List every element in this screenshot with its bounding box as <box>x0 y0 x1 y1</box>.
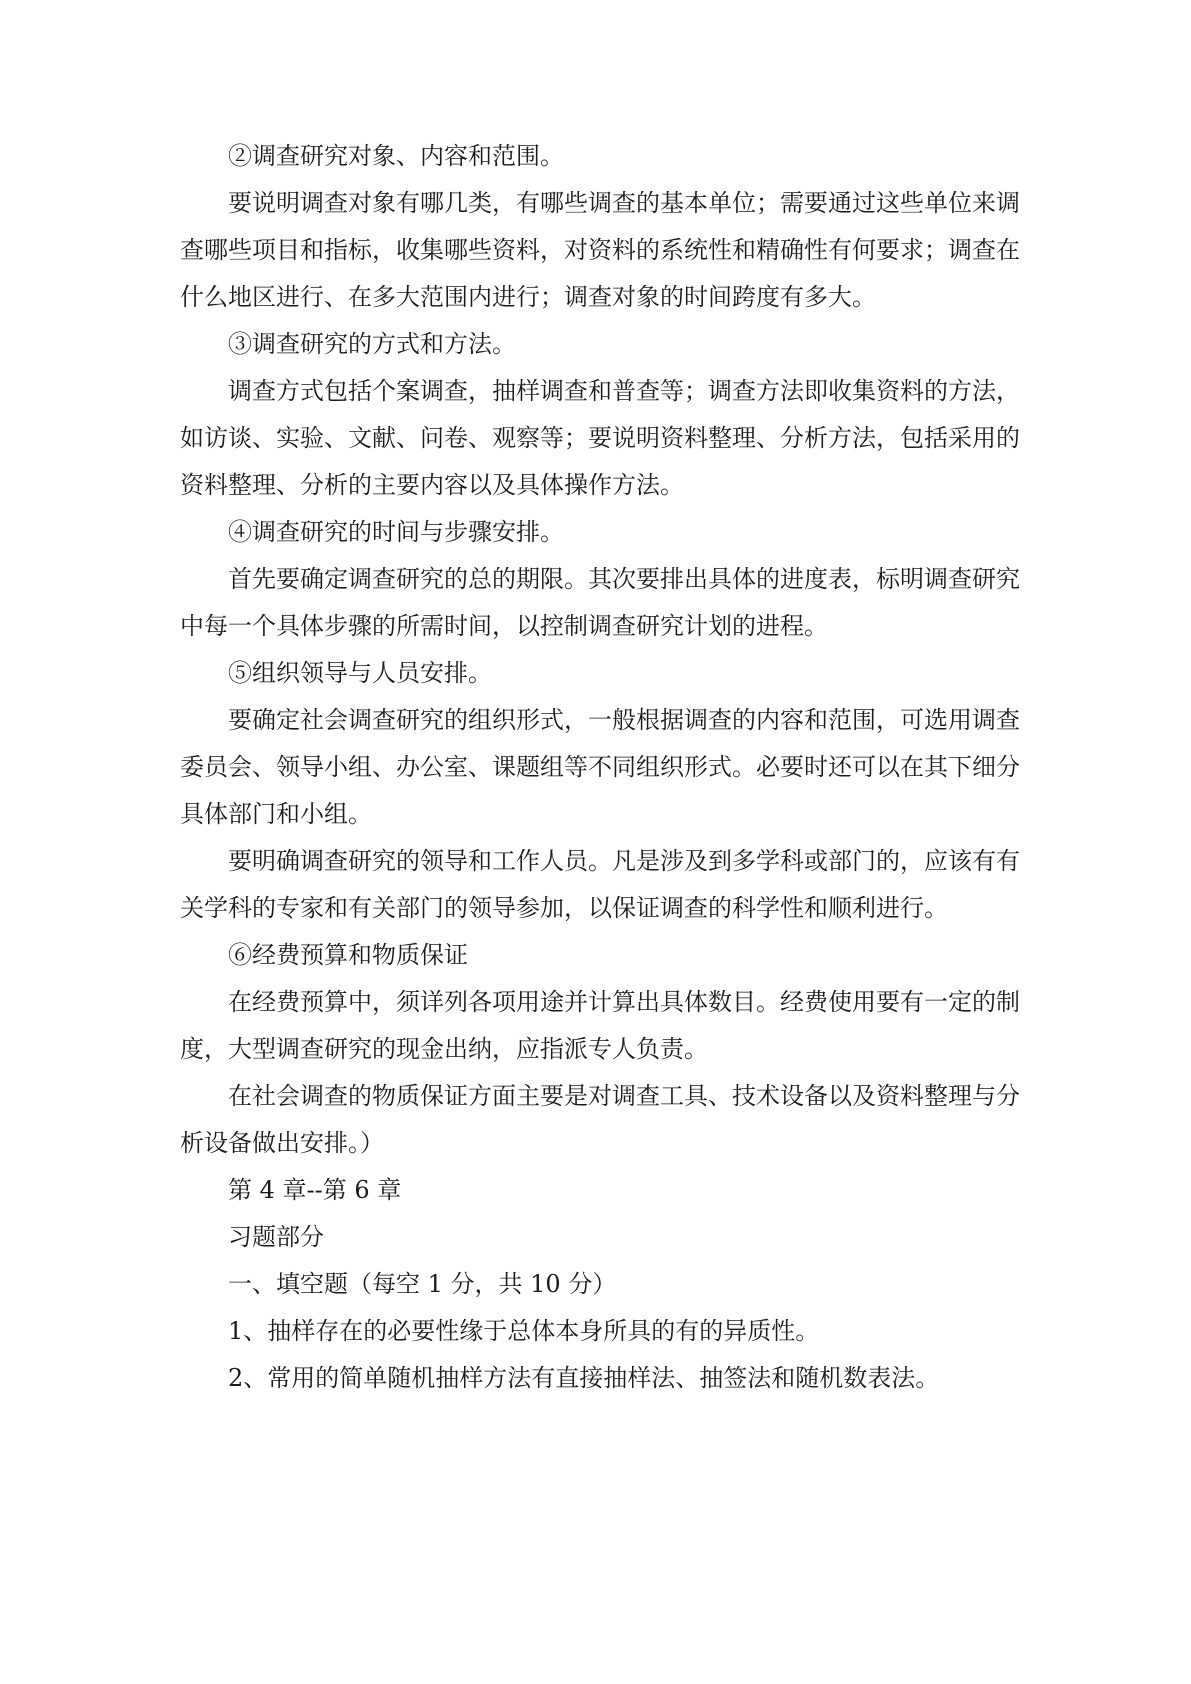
question-item-1: 1、抽样存在的必要性缘于总体本身所具的有的异质性。 <box>228 1317 820 1345</box>
paragraph-schedule: 首先要确定调查研究的总的期限。其次要排出具体的进度表，标明调查研究中每一个具体步骤的所需时间，以控制调查研究计划的进程。 <box>180 565 1020 640</box>
document-body <box>180 133 1020 1402</box>
section-heading-6: ⑥经费预算和物质保证 <box>228 941 468 969</box>
paragraph-survey-objects: 要说明调查对象有哪几类，有哪些调查的基本单位；需要通过这些单位来调查哪些项目和指标，收集哪些资料，对资料的系统性和精确性有何要求；调查在什么地区进行、在多大范围内进行；调查对象的时间跨度有多大。 <box>180 189 1020 311</box>
section-heading-2: ②调查研究对象、内容和范围。 <box>228 142 564 170</box>
fill-in-blank-heading: 一、填空题（每空 1 分，共 10 分） <box>228 1270 617 1298</box>
paragraph-budget: 在经费预算中，须详列各项用途并计算出具体数目。经费使用要有一定的制度，大型调查研究的现金出纳，应指派专人负责。 <box>180 988 1020 1063</box>
paragraph-personnel: 要明确调查研究的领导和工作人员。凡是涉及到多学科或部门的，应该有有关学科的专家和有关部门的领导参加，以保证调查的科学性和顺利进行。 <box>180 847 1020 922</box>
paragraph-material-support: 在社会调查的物质保证方面主要是对调查工具、技术设备以及资料整理与分析设备做出安排。） <box>180 1082 1020 1157</box>
paragraph-survey-methods: 调查方式包括个案调查，抽样调查和普查等；调查方法即收集资料的方法，如访谈、实验、文献、问卷、观察等；要说明资料整理、分析方法，包括采用的资料整理、分析的主要内容以及具体操作方法。 <box>180 377 1020 499</box>
section-heading-5: ⑤组织领导与人员安排。 <box>228 659 492 687</box>
question-item-2: 2、常用的简单随机抽样方法有直接抽样法、抽签法和随机数表法。 <box>228 1364 940 1392</box>
chapter-range-heading: 第 4 章--第 6 章 <box>228 1176 402 1204</box>
section-heading-4: ④调查研究的时间与步骤安排。 <box>228 518 564 546</box>
section-heading-3: ③调查研究的方式和方法。 <box>228 330 516 358</box>
paragraph-organization: 要确定社会调查研究的组织形式，一般根据调查的内容和范围，可选用调查委员会、领导小组、办公室、课题组等不同组织形式。必要时还可以在其下细分具体部门和小组。 <box>180 706 1020 828</box>
exercises-heading: 习题部分 <box>228 1223 324 1251</box>
